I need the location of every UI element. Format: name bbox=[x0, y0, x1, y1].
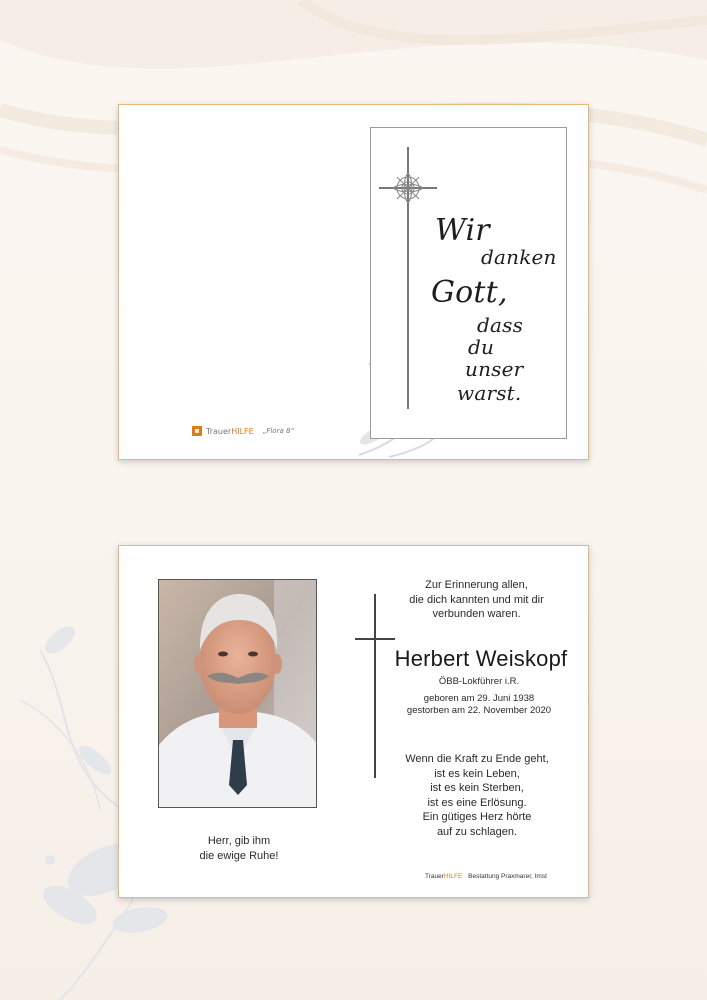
intro-line-1: Zur Erinnerung allen, bbox=[425, 579, 528, 591]
verse-line-7: warst. bbox=[457, 381, 522, 405]
intro-line-3: verbunden waren. bbox=[432, 608, 521, 620]
poem-line-6: auf zu schlagen. bbox=[436, 825, 518, 838]
caption-line-1: Herr, gib ihm bbox=[207, 835, 271, 847]
verse-line-3: Gott, bbox=[431, 275, 508, 310]
verse-line-1: Wir bbox=[435, 213, 490, 248]
poem-line-1: Wenn die Kraft zu Ende geht, bbox=[405, 753, 549, 765]
verse-line-4: dass bbox=[477, 313, 524, 337]
brand-logo-icon bbox=[192, 426, 202, 436]
poem-line-4: ist es eine Erlösung. bbox=[427, 796, 527, 809]
cross-icon bbox=[355, 594, 395, 778]
footer-brand bbox=[425, 873, 547, 880]
brand-suffix: HILFE bbox=[231, 426, 254, 436]
poem-line-3: ist es kein Sterben, bbox=[430, 782, 524, 794]
brand-mark bbox=[192, 426, 294, 436]
birth-date: geboren am 29. Juni 1938 bbox=[423, 693, 535, 704]
intro-text bbox=[384, 578, 569, 622]
poem bbox=[387, 752, 567, 839]
death-date: gestorben am 22. November 2020 bbox=[406, 705, 552, 716]
verse-line-2: danken bbox=[481, 245, 557, 269]
intro-line-2: die dich kannten und mit dir bbox=[409, 593, 544, 606]
footer-brand-prefix: Trauer bbox=[425, 873, 444, 880]
verse-line-6: unser bbox=[465, 357, 524, 381]
poem-line-5: Ein gütiges Herz hörte bbox=[422, 811, 532, 823]
card-inside bbox=[118, 545, 589, 898]
photo-caption bbox=[179, 834, 299, 863]
card-front bbox=[118, 104, 589, 460]
footer-brand-suffix: HILFE bbox=[443, 873, 463, 880]
deceased-title: ÖBB-Lokführer i.R. bbox=[438, 676, 520, 687]
footer-company: Bestattung Praxmarer, Imst bbox=[468, 873, 547, 880]
deceased-name: Herbert Weiskopf bbox=[394, 646, 568, 671]
brand-prefix: Trauer bbox=[206, 426, 232, 436]
verse-line-5: du bbox=[468, 335, 495, 359]
portrait-photo bbox=[158, 579, 317, 808]
model-name: „Flora 8“ bbox=[262, 427, 295, 435]
caption-line-2: die ewige Ruhe! bbox=[199, 849, 279, 862]
poem-line-2: ist es kein Leben, bbox=[434, 767, 520, 780]
